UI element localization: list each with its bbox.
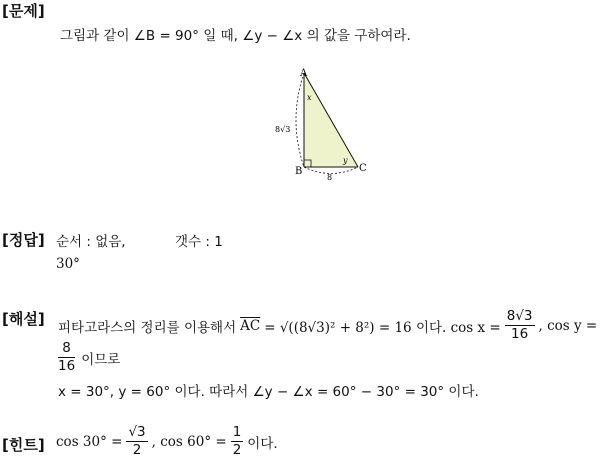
cos-x-denominator: 16 [511,326,529,342]
solution-therefore: 이므로 [81,351,121,368]
hint-heading: [힌트] [2,436,45,454]
answer-value: 30° [56,256,80,272]
solution-cos-y: , cos y = [538,317,598,334]
vertex-c-label: C [359,163,367,174]
cos-y-denominator: 16 [58,358,76,374]
cos-x-numerator: 8√3 [506,308,533,324]
hint-fraction-2 [231,424,244,459]
triangle-figure [270,64,380,182]
answer-count: 갯수 : 1 [175,234,223,250]
solution-sqrt-eq: = √((8√3)² + 8²) = 16 이다. cos x = [264,319,501,336]
cos-x-fraction [505,308,535,343]
solution-prefix: 피타고라스의 정리를 이용해서 [58,319,237,336]
hint-line [56,424,278,459]
solution-line3: x = 30°, y = 60° 이다. 따라서 ∠y − ∠x = 60° − 30° = 30° 이다. [58,384,479,400]
brace-ab [296,73,304,167]
hint-cos30: cos 30° = [56,433,123,450]
side-ab-label: 8√3 [275,125,291,134]
hint-fraction-1 [126,424,147,459]
segment-ac: $\overline{AC}$ [240,317,261,334]
hint-fraction-1-denominator: 2 [132,442,142,458]
vertex-b-label: B [295,166,303,177]
vertex-a-label: A [300,68,308,79]
angle-x-label: x [307,93,312,102]
answer-heading: [정답] [2,231,45,249]
side-bc-label: 8 [327,173,333,182]
solution-line1 [58,308,597,343]
problem-heading: [문제] [2,2,45,20]
solution-heading: [해설] [2,310,45,328]
problem-question: 그림과 같이 ∠B = 90° 일 때, ∠y − ∠x 의 값을 구하여라. [60,28,411,44]
hint-fraction-2-numerator: 1 [232,424,242,440]
hint-fraction-1-numerator: √3 [128,424,146,440]
hint-suffix: 이다. [247,435,278,452]
answer-order: 순서 : 없음, [56,234,126,250]
angle-y-label: y [343,156,348,165]
cos-y-fraction [58,340,75,375]
hint-cos60: , cos 60° = [151,433,227,450]
hint-fraction-2-denominator: 2 [232,442,242,458]
solution-line2 [58,340,120,375]
cos-y-numerator: 8 [58,340,75,358]
